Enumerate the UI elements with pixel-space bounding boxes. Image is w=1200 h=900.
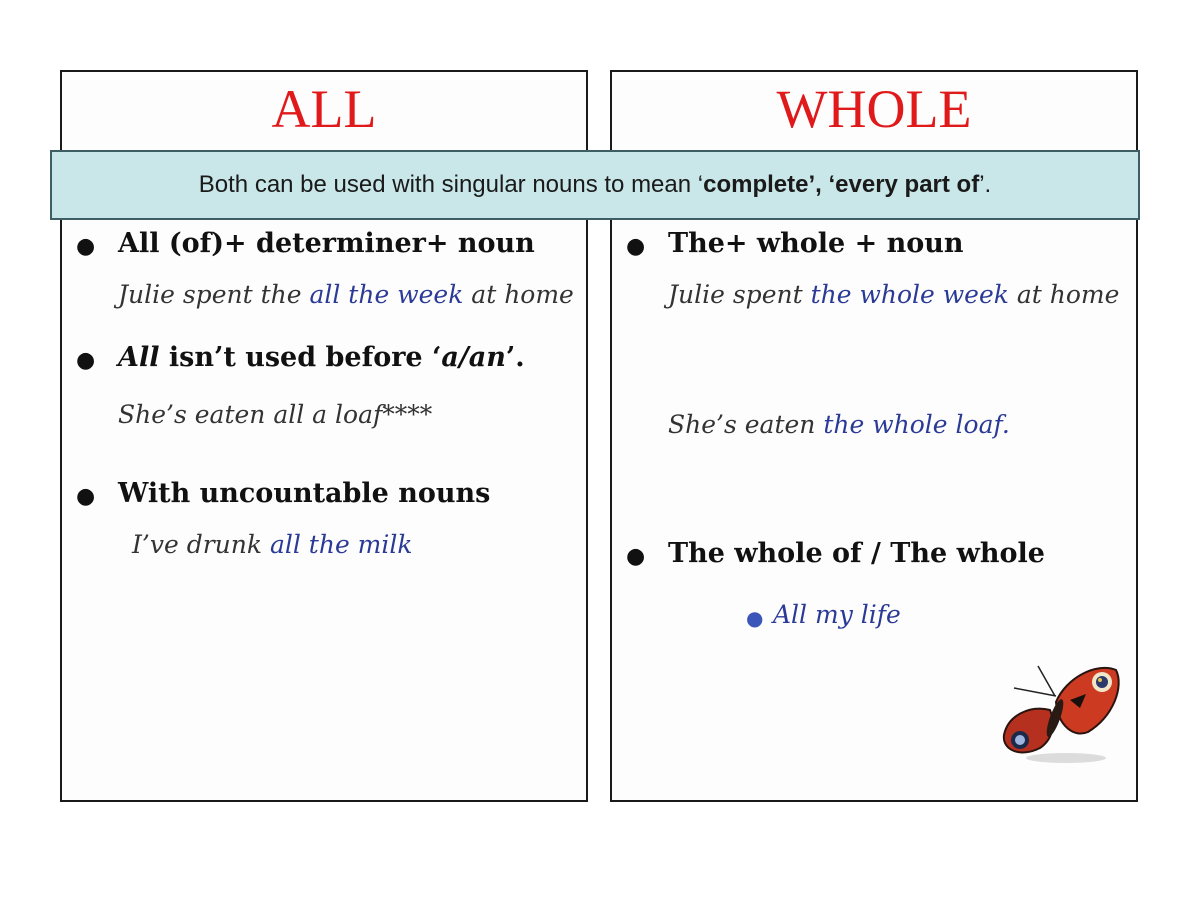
example-highlight: the whole week xyxy=(810,280,1009,309)
example-text: I’ve drunk xyxy=(132,530,270,559)
rule-the-whole-of: The whole of / The whole xyxy=(668,538,1045,569)
example-all-my-life: All my life xyxy=(773,600,901,629)
example-text: Julie spent the xyxy=(118,280,310,309)
banner-text-post: ’. xyxy=(979,171,992,198)
banner-text-bold: complete’, ‘every part of xyxy=(703,171,980,198)
rule-text: isn’t used before ‘ xyxy=(159,342,442,373)
shared-usage-banner xyxy=(50,150,1140,220)
example-whole-loaf xyxy=(668,410,1010,439)
rule-text-post: ’. xyxy=(505,342,525,373)
all-heading: ALL xyxy=(271,79,377,139)
example-text: Julie spent xyxy=(668,280,811,309)
rule-all-not-before-a-an xyxy=(118,342,525,373)
rule-the-whole-noun: The+ whole + noun xyxy=(668,228,964,259)
rule-italic-all: All xyxy=(118,342,160,373)
example-highlight: all the week xyxy=(309,280,464,309)
butterfly-icon xyxy=(1000,660,1125,765)
example-all-milk xyxy=(132,530,413,559)
whole-heading: WHOLE xyxy=(776,79,972,139)
example-whole-week xyxy=(668,280,1119,309)
example-text: at home xyxy=(1008,280,1120,309)
sub-bullet-marker: ● xyxy=(746,606,764,630)
bullet-marker: ● xyxy=(76,348,96,373)
bullet-marker: ● xyxy=(76,234,96,259)
bullet-marker: ● xyxy=(76,484,96,509)
example-text: at home xyxy=(463,280,574,309)
bullet-marker: ● xyxy=(626,544,646,569)
rule-italic-a-an: a/an xyxy=(441,342,506,373)
rule-uncountable-nouns: With uncountable nouns xyxy=(118,478,491,509)
example-text: She’s eaten xyxy=(668,410,824,439)
example-all-a-loaf: She’s eaten all a loaf**** xyxy=(118,400,433,429)
banner-text-pre: Both can be used with singular nouns to mean ‘ xyxy=(198,171,704,198)
bullet-marker: ● xyxy=(626,234,646,259)
example-highlight: all the milk xyxy=(269,530,413,559)
example-all-week xyxy=(118,280,574,309)
example-highlight: the whole loaf. xyxy=(823,410,1010,439)
rule-all-determiner: All (of)+ determiner+ noun xyxy=(118,228,535,259)
